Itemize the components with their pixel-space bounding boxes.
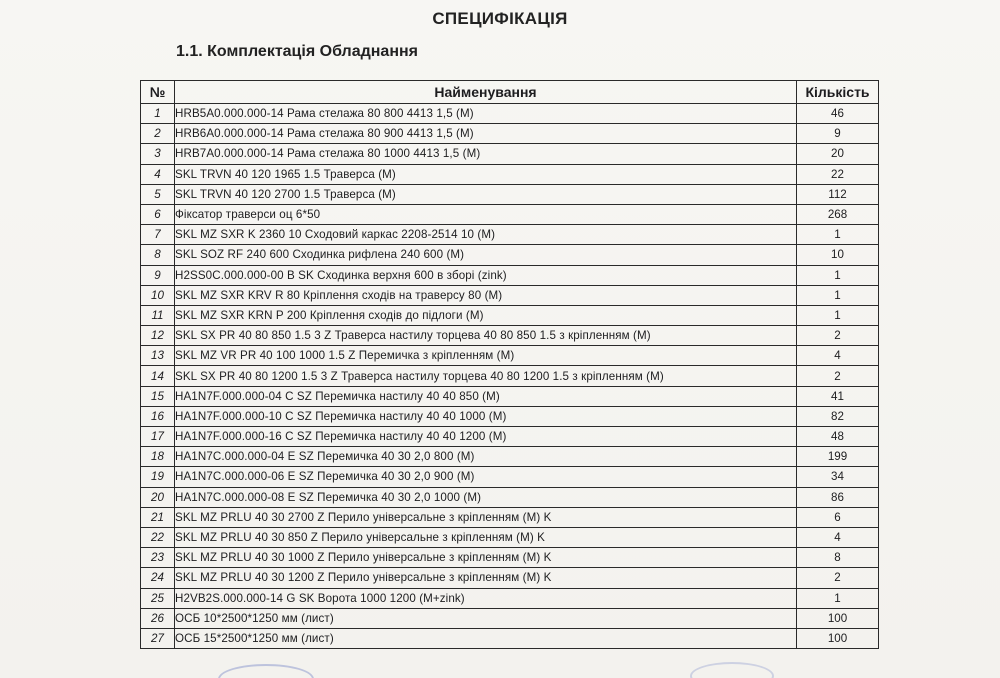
item-name: SKL SX PR 40 80 1200 1.5 3 Z Траверса настилу торцева 40 80 1200 1.5 з кріпленням (M)	[175, 366, 797, 386]
table-row	[141, 406, 879, 426]
table-header-row	[141, 81, 879, 104]
row-number: 17	[141, 427, 175, 447]
table-row	[141, 285, 879, 305]
item-name: SKL MZ SXR K 2360 10 Сходовий каркас 2208-2514 10 (M)	[175, 225, 797, 245]
table-row	[141, 245, 879, 265]
item-quantity: 46	[797, 104, 879, 124]
item-name: SKL MZ VR PR 40 100 1000 1.5 Z Перемичка з кріпленням (M)	[175, 346, 797, 366]
item-name: SKL MZ PRLU 40 30 1000 Z Перило універсальне з кріпленням (M) K	[175, 548, 797, 568]
section-title: 1.1. Комплектація Обладнання	[176, 43, 418, 60]
item-quantity: 1	[797, 265, 879, 285]
item-quantity: 9	[797, 124, 879, 144]
table-row	[141, 265, 879, 285]
row-number: 5	[141, 184, 175, 204]
header-name: Найменування	[175, 81, 797, 104]
row-number: 23	[141, 548, 175, 568]
table-row	[141, 225, 879, 245]
item-name: SKL MZ PRLU 40 30 2700 Z Перило універсальне з кріпленням (M) K	[175, 507, 797, 527]
table-body	[141, 104, 879, 649]
table-row	[141, 104, 879, 124]
document-title: СПЕЦИФІКАЦІЯ	[432, 9, 568, 28]
item-quantity: 1	[797, 588, 879, 608]
table-row	[141, 386, 879, 406]
table-row	[141, 144, 879, 164]
item-quantity: 8	[797, 548, 879, 568]
stamp-mark	[690, 662, 774, 678]
row-number: 21	[141, 507, 175, 527]
row-number: 16	[141, 406, 175, 426]
row-number: 1	[141, 104, 175, 124]
item-name: HA1N7F.000.000-04 C SZ Перемичка настилу 40 40 850 (M)	[175, 386, 797, 406]
row-number: 15	[141, 386, 175, 406]
row-number: 13	[141, 346, 175, 366]
item-name: ОСБ 10*2500*1250 мм (лист)	[175, 608, 797, 628]
item-name: HA1N7C.000.000-06 E SZ Перемичка 40 30 2,0 900 (M)	[175, 467, 797, 487]
table-row	[141, 507, 879, 527]
item-quantity: 48	[797, 427, 879, 447]
item-name: HA1N7C.000.000-08 E SZ Перемичка 40 30 2,0 1000 (M)	[175, 487, 797, 507]
item-name: HRB7A0.000.000-14 Рама стелажа 80 1000 4413 1,5 (M)	[175, 144, 797, 164]
item-name: Фіксатор траверси оц 6*50	[175, 204, 797, 224]
item-name: SKL MZ SXR KRV R 80 Кріплення сходів на траверсу 80 (M)	[175, 285, 797, 305]
item-name: HRB5A0.000.000-14 Рама стелажа 80 800 4413 1,5 (M)	[175, 104, 797, 124]
row-number: 14	[141, 366, 175, 386]
item-name: HRB6A0.000.000-14 Рама стелажа 80 900 4413 1,5 (M)	[175, 124, 797, 144]
item-quantity: 2	[797, 326, 879, 346]
item-quantity: 41	[797, 386, 879, 406]
row-number: 4	[141, 164, 175, 184]
row-number: 22	[141, 527, 175, 547]
item-name: SKL TRVN 40 120 1965 1.5 Траверса (M)	[175, 164, 797, 184]
item-quantity: 82	[797, 406, 879, 426]
row-number: 6	[141, 204, 175, 224]
item-name: SKL SOZ RF 240 600 Сходинка рифлена 240 600 (M)	[175, 245, 797, 265]
item-quantity: 4	[797, 346, 879, 366]
header-quantity: Кількість	[797, 81, 879, 104]
row-number: 8	[141, 245, 175, 265]
table-row	[141, 588, 879, 608]
item-quantity: 112	[797, 184, 879, 204]
item-name: HA1N7F.000.000-10 C SZ Перемичка настилу 40 40 1000 (M)	[175, 406, 797, 426]
stamp-mark	[218, 664, 314, 678]
table-row	[141, 628, 879, 648]
item-name: H2VB2S.000.000-14 G SK Ворота 1000 1200 (M+zink)	[175, 588, 797, 608]
table-row	[141, 164, 879, 184]
item-name: ОСБ 15*2500*1250 мм (лист)	[175, 628, 797, 648]
item-quantity: 6	[797, 507, 879, 527]
item-quantity: 4	[797, 527, 879, 547]
row-number: 10	[141, 285, 175, 305]
table-row	[141, 366, 879, 386]
table-row	[141, 608, 879, 628]
row-number: 7	[141, 225, 175, 245]
header-number: №	[141, 81, 175, 104]
table-row	[141, 204, 879, 224]
row-number: 25	[141, 588, 175, 608]
item-name: H2SS0C.000.000-00 B SK Сходинка верхня 600 в зборі (zink)	[175, 265, 797, 285]
table-row	[141, 124, 879, 144]
row-number: 3	[141, 144, 175, 164]
item-quantity: 34	[797, 467, 879, 487]
row-number: 20	[141, 487, 175, 507]
table-row	[141, 184, 879, 204]
row-number: 2	[141, 124, 175, 144]
item-quantity: 2	[797, 568, 879, 588]
item-quantity: 1	[797, 305, 879, 325]
item-quantity: 268	[797, 204, 879, 224]
item-quantity: 1	[797, 225, 879, 245]
table-row	[141, 427, 879, 447]
table-row	[141, 568, 879, 588]
table-row	[141, 346, 879, 366]
item-quantity: 1	[797, 285, 879, 305]
item-quantity: 199	[797, 447, 879, 467]
item-name: SKL MZ PRLU 40 30 850 Z Перило універсальне з кріпленням (M) K	[175, 527, 797, 547]
row-number: 24	[141, 568, 175, 588]
row-number: 11	[141, 305, 175, 325]
table-row	[141, 447, 879, 467]
table-row	[141, 326, 879, 346]
item-name: SKL MZ PRLU 40 30 1200 Z Перило універсальне з кріпленням (M) K	[175, 568, 797, 588]
item-name: HA1N7F.000.000-16 C SZ Перемичка настилу 40 40 1200 (M)	[175, 427, 797, 447]
item-name: SKL MZ SXR KRN P 200 Кріплення сходів до підлоги (M)	[175, 305, 797, 325]
table-row	[141, 548, 879, 568]
specification-table	[140, 80, 879, 649]
row-number: 18	[141, 447, 175, 467]
row-number: 27	[141, 628, 175, 648]
row-number: 26	[141, 608, 175, 628]
item-quantity: 86	[797, 487, 879, 507]
item-quantity: 22	[797, 164, 879, 184]
item-quantity: 20	[797, 144, 879, 164]
item-name: SKL SX PR 40 80 850 1.5 3 Z Траверса настилу торцева 40 80 850 1.5 з кріпленням (M)	[175, 326, 797, 346]
row-number: 9	[141, 265, 175, 285]
item-quantity: 2	[797, 366, 879, 386]
row-number: 12	[141, 326, 175, 346]
item-quantity: 10	[797, 245, 879, 265]
table-row	[141, 487, 879, 507]
table-row	[141, 527, 879, 547]
item-name: HA1N7C.000.000-04 E SZ Перемичка 40 30 2,0 800 (M)	[175, 447, 797, 467]
item-quantity: 100	[797, 628, 879, 648]
table-row	[141, 467, 879, 487]
item-name: SKL TRVN 40 120 2700 1.5 Траверса (M)	[175, 184, 797, 204]
item-quantity: 100	[797, 608, 879, 628]
table-row	[141, 305, 879, 325]
row-number: 19	[141, 467, 175, 487]
